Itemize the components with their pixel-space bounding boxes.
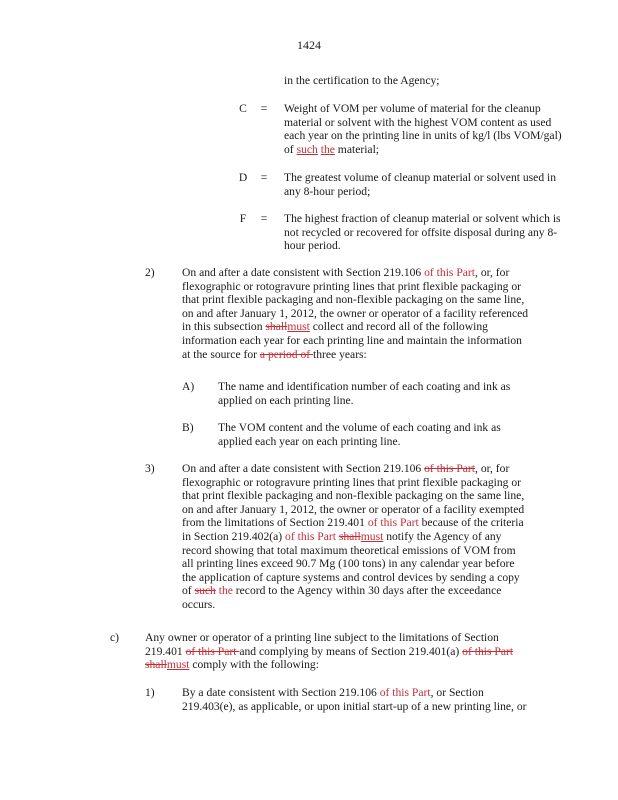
text-line: on and after January 1, 2012, the owner or operator of a facility referenced (182, 306, 529, 320)
text-line: any 8-hour period; (284, 184, 371, 198)
text-line: on and after January 1, 2012, the owner or operator of a facility exempted (182, 502, 525, 516)
text-run: notify the Agency of any (383, 529, 502, 543)
text-line: information each year for each printing line and maintain the information (182, 333, 522, 347)
continued-text: in the certification to the Agency; (284, 74, 440, 87)
text-line: applied on each printing line. (218, 393, 354, 407)
text-line: The highest fraction of cleanup material or solvent which is (284, 212, 561, 225)
equals-sign: = (260, 212, 268, 225)
text-line: that print flexible packaging and non-flexible packaging on the same line, (182, 489, 525, 503)
text-run: because of the criteria (418, 516, 524, 530)
text-run: , or, for (475, 462, 510, 475)
text-run: in this subsection (182, 320, 266, 334)
insertion: must (360, 529, 384, 543)
definition-variable: D (238, 171, 248, 184)
text-run: in Section 219.402(a) (182, 529, 286, 543)
definition-text (284, 171, 556, 198)
deletion: of this Part (185, 644, 240, 658)
text-run: By a date consistent with Section 219.106 (182, 686, 380, 699)
insertion: the (215, 584, 233, 598)
definition-text (284, 212, 561, 253)
paragraph (218, 421, 501, 448)
deletion: a period of (259, 347, 314, 361)
insertion: of this Part (285, 529, 336, 543)
insertion: the (320, 142, 335, 156)
insertion: of this Part (424, 266, 476, 279)
text-run: of (182, 584, 195, 598)
text-run: collect and record all of the following (309, 320, 488, 334)
insertion: must (287, 320, 310, 334)
text-line: not recycled or recovered for offsite disposal during any 8- (284, 225, 558, 239)
text-run: record to the Agency within 30 days after the exceedance (232, 584, 502, 598)
insertion: such (296, 142, 318, 156)
text-run: at the source for (182, 347, 260, 361)
list-marker: 2) (145, 266, 155, 279)
definition-variable: C (239, 102, 247, 115)
text-line: record showing that total maximum theoretical emissions of VOM from (182, 543, 516, 557)
text-line: material or solvent with the highest VOM content as used (284, 115, 552, 129)
text-run: from the limitations of Section 219.401 (182, 516, 368, 530)
list-marker: c) (110, 631, 120, 644)
deletion: shall (265, 320, 288, 334)
deletion: of this Part (424, 462, 476, 475)
text-run: comply with the following: (189, 658, 319, 672)
deletion: shall (338, 529, 361, 543)
paragraph (182, 462, 582, 612)
text-run: On and after a date consistent with Section 219.106 (182, 266, 425, 279)
text-line (145, 645, 585, 659)
list-marker: A) (182, 380, 195, 393)
list-marker: 3) (145, 462, 155, 475)
definition-text (284, 102, 562, 156)
text-line: The name and identification number of each coating and ink as (218, 380, 511, 393)
text-line (182, 584, 582, 598)
text-line: flexographic or rotogravure printing lines that print flexible packaging or (182, 279, 522, 293)
text-line: Any owner or operator of a printing line subject to the limitations of Section (145, 631, 499, 644)
paragraph (218, 380, 510, 407)
page-number: 1424 (297, 38, 321, 52)
text-line: The VOM content and the volume of each coating and ink as (218, 421, 501, 434)
text-line (182, 266, 582, 280)
text-run: and complying by means of Section 219.401(a) (239, 644, 463, 658)
text-run: , or Section (430, 686, 484, 699)
paragraph (182, 266, 582, 361)
text-line (284, 143, 562, 157)
text-line: applied each year on each printing line. (218, 434, 401, 448)
paragraph (182, 686, 582, 713)
equals-sign: = (260, 171, 268, 184)
insertion: must (166, 658, 190, 672)
text-run: of (284, 142, 297, 156)
text-run: On and after a date consistent with Section 219.106 (182, 462, 425, 475)
text-line: all printing lines exceed 90.7 Mg (100 tons) in any calendar year before (182, 557, 515, 571)
list-marker: B) (182, 421, 194, 434)
text-line (182, 530, 582, 544)
text-line: hour period. (284, 239, 341, 253)
text-run: three years: (313, 347, 367, 361)
deletion: shall (145, 658, 167, 672)
text-line: each year on the printing line in units of kg/l (lbs VOM/gal) (284, 129, 562, 143)
text-run: 219.401 (145, 644, 186, 658)
insertion: of this Part (367, 516, 419, 530)
deletion: of this Part (462, 644, 514, 658)
list-marker: 1) (145, 686, 155, 699)
insertion: of this Part (379, 686, 431, 699)
text-line: 219.403(e), as applicable, or upon initial start-up of a new printing line, or (182, 699, 527, 713)
definition-variable: F (239, 212, 247, 225)
equals-sign: = (260, 102, 268, 115)
deletion: such (194, 584, 216, 598)
text-line (182, 686, 582, 700)
text-line (182, 320, 582, 334)
text-line: occurs. (182, 597, 216, 611)
text-line (145, 658, 585, 672)
text-run: material; (334, 142, 380, 156)
text-line: that print flexible packaging and non-flexible packaging on the same line, (182, 293, 525, 307)
paragraph (145, 631, 585, 672)
text-line: the application of capture systems and control devices by sending a copy (182, 570, 520, 584)
text-run: , or, for (475, 266, 510, 279)
text-line (182, 516, 582, 530)
text-line (182, 462, 582, 476)
text-line (182, 348, 582, 362)
text-line: The greatest volume of cleanup material or solvent used in (284, 171, 557, 184)
text-line: Weight of VOM per volume of material for the cleanup (284, 102, 541, 115)
text-line: flexographic or rotogravure printing lines that print flexible packaging or (182, 475, 522, 489)
